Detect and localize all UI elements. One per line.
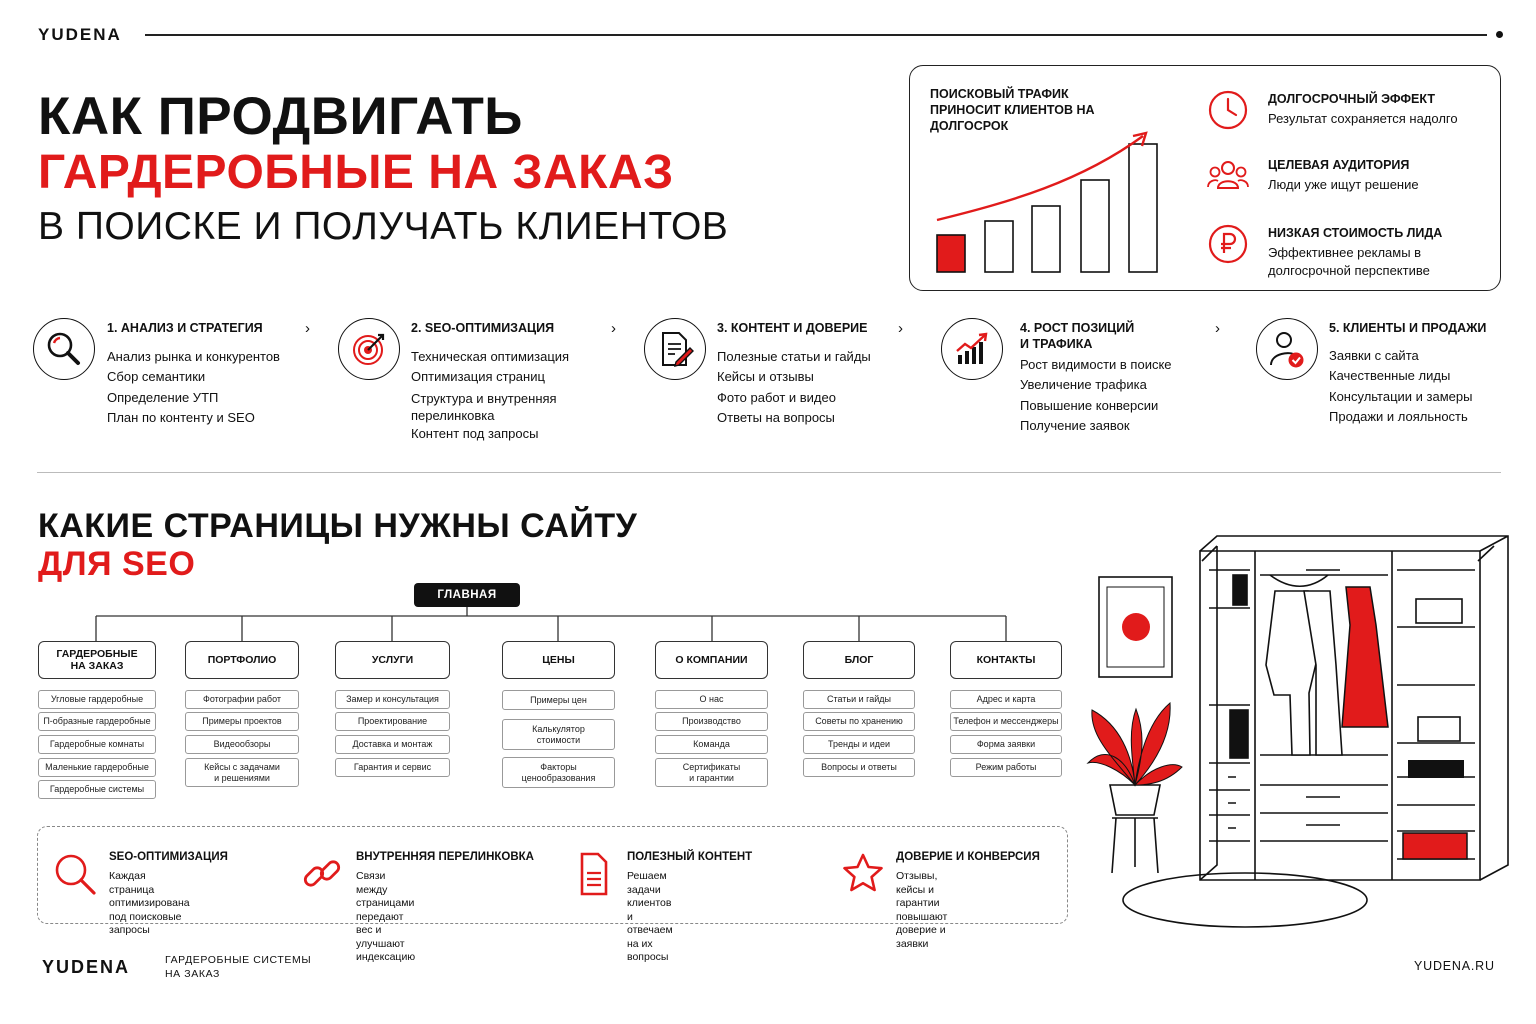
step-item: Ответы на вопросы xyxy=(717,409,835,425)
wardrobe-illustration xyxy=(1080,495,1520,935)
step-item: Фото работ и видео xyxy=(717,389,836,405)
category-label: ПОРТФОЛИО xyxy=(207,654,277,666)
chevron-right-icon: › xyxy=(1215,320,1220,337)
step-title: 2. SEO-ОПТИМИЗАЦИЯ xyxy=(411,321,555,335)
sitemap-heading-line-2: ДЛЯ SEO xyxy=(38,545,196,583)
clock-icon xyxy=(1206,88,1250,132)
benefit-desc: Результат сохраняется надолго xyxy=(1268,111,1458,126)
sitemap-category[interactable] xyxy=(502,641,615,679)
chevron-right-icon: › xyxy=(305,320,310,337)
sitemap-page[interactable]: Тренды и идеи xyxy=(803,735,915,754)
sitemap-page[interactable]: П-образные гардеробные xyxy=(38,712,156,731)
step-item: Заявки с сайта xyxy=(1329,348,1419,363)
sitemap-page[interactable]: Советы по хранению xyxy=(803,712,915,731)
step-item: Сбор семантики xyxy=(107,369,206,385)
target-icon xyxy=(349,329,389,369)
sitemap-category[interactable] xyxy=(950,641,1062,679)
ruble-icon xyxy=(1206,222,1250,266)
feature-title: SEO-ОПТИМИЗАЦИЯ xyxy=(109,851,228,863)
step-item: Контент под запросы xyxy=(411,425,539,441)
red-box xyxy=(1403,833,1467,859)
chart-bar-4 xyxy=(1081,180,1109,272)
feature-desc: Решаем задачи клиентов и отвечаем на их вопросы xyxy=(627,870,673,963)
feature-title: ПОЛЕЗНЫЙ КОНТЕНТ xyxy=(627,851,753,863)
step-item: Оптимизация страниц xyxy=(411,369,545,385)
sitemap-page[interactable]: Производство xyxy=(655,712,768,731)
brand-logo[interactable]: YUDENA xyxy=(38,25,122,44)
search-icon xyxy=(52,851,100,899)
step-title: 5. КЛИЕНТЫ И ПРОДАЖИ xyxy=(1329,321,1487,335)
audience-icon xyxy=(1206,154,1250,198)
footer-brand[interactable]: YUDENA xyxy=(42,957,131,977)
sitemap-category[interactable] xyxy=(185,641,299,679)
step-item: Полезные статьи и гайды xyxy=(717,349,871,364)
step-items xyxy=(1329,346,1472,427)
feature-desc: Каждая страница оптимизирована под поисковые запросы xyxy=(109,870,190,936)
sitemap-page[interactable]: Фотографии работ xyxy=(185,690,299,709)
sitemap-page[interactable]: Гардеробные системы xyxy=(38,780,156,799)
red-dress xyxy=(1342,587,1388,727)
sitemap-page[interactable]: Сертификаты и гарантии xyxy=(655,758,768,787)
document-icon xyxy=(576,851,624,899)
chart-bar-3 xyxy=(1032,206,1060,272)
category-label: БЛОГ xyxy=(844,654,874,666)
sitemap-category[interactable] xyxy=(655,641,768,679)
category-label: ЦЕНЫ xyxy=(542,654,575,666)
chart-caption: ПОИСКОВЫЙ ТРАФИК ПРИНОСИТ КЛИЕНТОВ НА ДОЛГОСРОК xyxy=(930,87,1095,133)
star-icon xyxy=(841,851,889,899)
category-label: ГАРДЕРОБНЫЕ НА ЗАКАЗ xyxy=(56,648,138,672)
chart-bar-1 xyxy=(937,235,965,272)
sitemap-page[interactable]: Доставка и монтаж xyxy=(335,735,450,754)
step-item: Консультации и замеры xyxy=(1329,388,1473,404)
sitemap-page[interactable]: Калькулятор стоимости xyxy=(502,719,615,750)
step-item: Повышение конверсии xyxy=(1020,397,1159,413)
feature-title: ДОВЕРИЕ И КОНВЕРСИЯ xyxy=(896,851,1040,863)
sitemap-page[interactable]: Факторы ценообразования xyxy=(502,757,615,788)
sitemap-page[interactable]: О нас xyxy=(655,690,768,709)
step-title-line-1: 4. РОСТ ПОЗИЦИЙ xyxy=(1020,321,1135,335)
sitemap-page[interactable]: Видеообзоры xyxy=(185,735,299,754)
benefits-card xyxy=(909,65,1501,291)
step-icon-circle xyxy=(33,318,95,380)
benefit-desc: Люди уже ищут решение xyxy=(1268,177,1419,192)
document-edit-icon xyxy=(655,329,695,369)
sitemap-page[interactable]: Проектирование xyxy=(335,712,450,731)
sitemap-page[interactable]: Команда xyxy=(655,735,768,754)
sitemap-category[interactable] xyxy=(803,641,915,679)
hero-line-2: ГАРДЕРОБНЫЕ НА ЗАКАЗ xyxy=(38,146,674,199)
step-icon-circle xyxy=(941,318,1003,380)
step-item: Анализ рынка и конкурентов xyxy=(107,349,280,364)
chart-bar-2 xyxy=(985,221,1013,272)
chevron-right-icon: › xyxy=(898,320,903,337)
sitemap-page[interactable]: Примеры проектов xyxy=(185,712,299,731)
chevron-right-icon: › xyxy=(611,320,616,337)
step-item: перелинковка xyxy=(411,407,495,423)
step-item: Получение заявок xyxy=(1020,417,1130,433)
step-items xyxy=(1020,355,1172,436)
footer-tagline: ГАРДЕРОБНЫЕ СИСТЕМЫ НА ЗАКАЗ xyxy=(165,954,312,980)
art-red-circle xyxy=(1122,613,1150,641)
benefit-title: НИЗКАЯ СТОИМОСТЬ ЛИДА xyxy=(1268,226,1443,240)
category-label: КОНТАКТЫ xyxy=(976,654,1036,666)
step-title: 3. КОНТЕНТ И ДОВЕРИЕ xyxy=(717,321,868,335)
step-title: 1. АНАЛИЗ И СТРАТЕГИЯ xyxy=(107,321,263,335)
sitemap-page[interactable]: Форма заявки xyxy=(950,735,1062,754)
step-title-line-2: И ТРАФИКА xyxy=(1020,337,1093,351)
sitemap-page[interactable]: Кейсы с задачами и решениями xyxy=(185,758,299,787)
step-item: Качественные лиды xyxy=(1329,368,1451,384)
benefit-title: ДОЛГОСРОЧНЫЙ ЭФФЕКТ xyxy=(1268,92,1435,106)
link-icon xyxy=(300,851,348,899)
step-item: Техническая оптимизация xyxy=(411,349,570,364)
header-dot xyxy=(1496,31,1503,38)
benefit-title: ЦЕЛЕВАЯ АУДИТОРИЯ xyxy=(1268,158,1410,172)
sitemap-heading-line-1: КАКИЕ СТРАНИЦЫ НУЖНЫ САЙТУ xyxy=(38,507,638,545)
client-check-icon xyxy=(1267,329,1307,369)
sitemap-page[interactable]: Маленькие гардеробные xyxy=(38,758,156,777)
category-label: УСЛУГИ xyxy=(371,654,414,666)
growth-chart-icon xyxy=(952,329,992,369)
hero-line-1: КАК ПРОДВИГАТЬ xyxy=(38,87,523,146)
feature-desc: Отзывы, кейсы и гарантии повышают доверие и заявки xyxy=(896,870,948,950)
feature-title: ВНУТРЕННЯЯ ПЕРЕЛИНКОВКА xyxy=(356,851,534,863)
features-box xyxy=(37,826,1068,963)
chart-bar-5 xyxy=(1129,144,1157,272)
step-item: Рост видимости в поиске xyxy=(1020,357,1172,372)
sitemap-main-node[interactable]: ГЛАВНАЯ xyxy=(414,583,520,607)
sitemap-page[interactable]: Режим работы xyxy=(950,758,1062,777)
header-rule xyxy=(145,34,1487,36)
section-divider xyxy=(37,472,1501,473)
sitemap-page[interactable]: Статьи и гайды xyxy=(803,690,915,709)
sitemap-page[interactable]: Примеры цен xyxy=(502,690,615,710)
step-item: Определение УТП xyxy=(107,389,219,405)
step-items xyxy=(717,347,871,428)
sitemap-page[interactable]: Телефон и мессенджеры xyxy=(950,712,1062,731)
plant-leaves xyxy=(1088,703,1182,785)
sitemap-category[interactable] xyxy=(38,641,156,679)
step-icon-circle xyxy=(1256,318,1318,380)
step-icon-circle xyxy=(644,318,706,380)
sitemap-page[interactable]: Угловые гардеробные xyxy=(38,690,156,709)
hero-title xyxy=(38,88,728,254)
sitemap-page[interactable]: Адрес и карта xyxy=(950,690,1062,709)
sitemap-page[interactable]: Замер и консультация xyxy=(335,690,450,709)
feature-desc: Связи между страницами передают вес и улучшают индексацию xyxy=(356,870,416,963)
step-item: Кейсы и отзывы xyxy=(717,369,814,385)
rug xyxy=(1123,873,1367,927)
step-item: Структура и внутренняя xyxy=(411,390,557,406)
traffic-growth-chart xyxy=(930,102,1170,282)
sitemap-page[interactable]: Гарантия и сервис xyxy=(335,758,450,777)
sitemap-page[interactable]: Гардеробные комнаты xyxy=(38,735,156,754)
hero-line-3: В ПОИСКЕ И ПОЛУЧАТЬ КЛИЕНТОВ xyxy=(38,205,729,248)
step-item: Продажи и лояльность xyxy=(1329,408,1468,424)
category-label: О КОМПАНИИ xyxy=(675,654,748,666)
step-items xyxy=(411,347,569,444)
step-item: План по контенту и SEO xyxy=(107,409,255,425)
step-item: Увеличение трафика xyxy=(1020,377,1147,393)
sitemap-page[interactable]: Вопросы и ответы xyxy=(803,758,915,777)
step-items xyxy=(107,347,280,428)
footer-website-link[interactable]: YUDENA.RU xyxy=(1414,959,1495,973)
sitemap-heading xyxy=(38,507,637,583)
magnifier-icon xyxy=(44,329,84,369)
sitemap-category[interactable] xyxy=(335,641,450,679)
step-title xyxy=(1020,320,1134,352)
benefit-desc: Эффективнее рекламы в долгосрочной перспективе xyxy=(1268,245,1430,278)
step-icon-circle xyxy=(338,318,400,380)
